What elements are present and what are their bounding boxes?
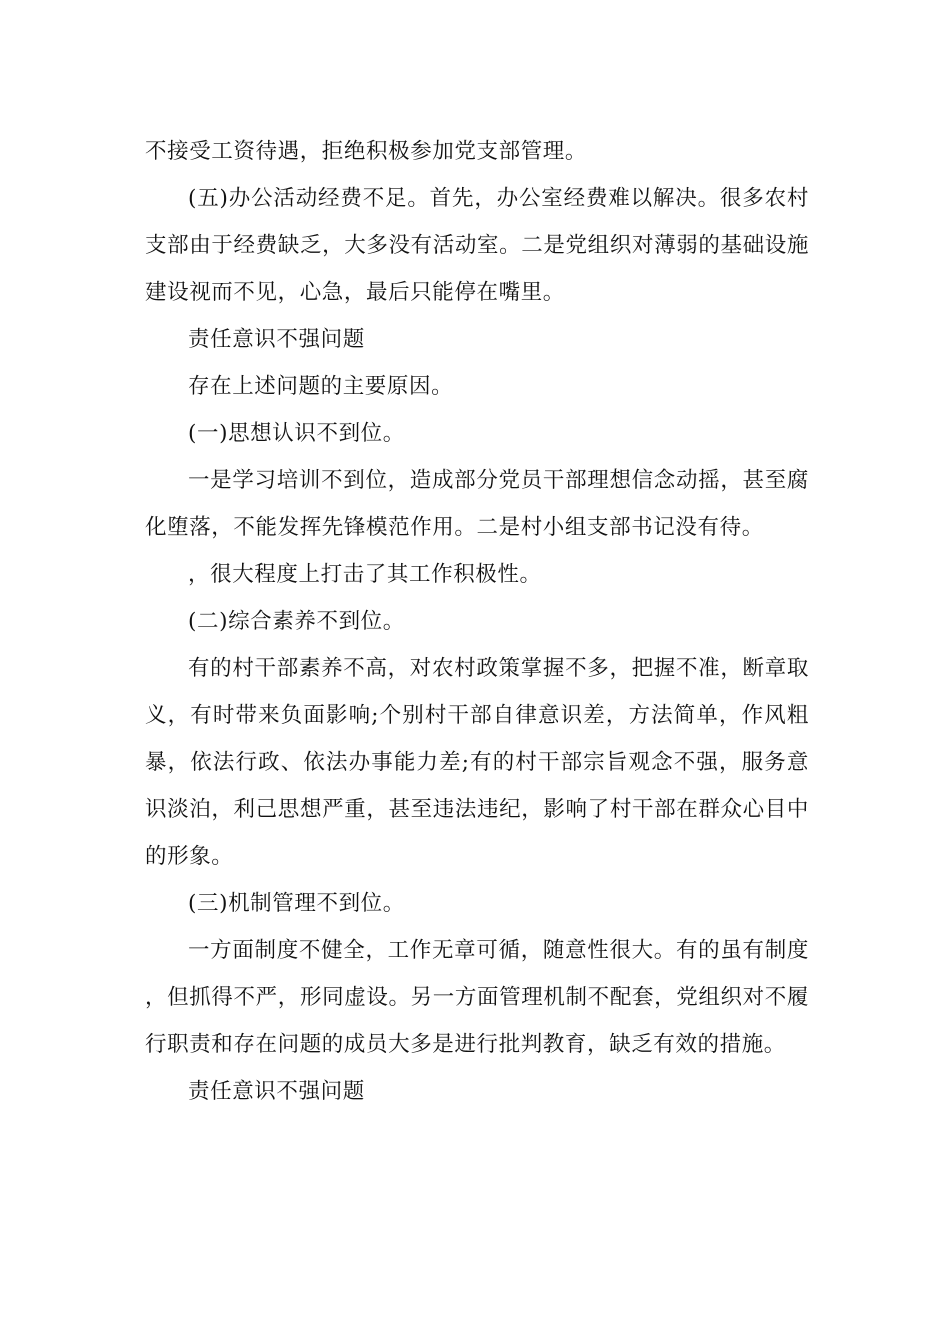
paragraph-enthusiasm: ，很大程度上打击了其工作积极性。: [188, 562, 542, 587]
section-heading-responsibility: 责任意识不强问题: [188, 327, 365, 352]
subheading-comprehensive-quality: (二)综合素养不到位。: [188, 609, 405, 634]
paragraph-systems: 一方面制度不健全，工作无章可循，随意性很大。有的虽有制度，但抓得不严，形同虚设。另一方面管理机制不配套，党组织对不履行职责和存在问题的成员大多是进行批判教育，缺乏有效的措施。: [145, 938, 809, 1057]
section-heading-responsibility-repeat: 责任意识不强问题: [188, 1079, 365, 1104]
paragraph-funding-shortage: (五)办公活动经费不足。首先，办公室经费难以解决。很多农村支部由于经费缺乏，大多没有活动室。二是党组织对薄弱的基础设施建设视而不见，心急，最后只能停在嘴里。: [145, 186, 809, 305]
subheading-mechanism-management: (三)机制管理不到位。: [188, 891, 405, 916]
paragraph-training: 一是学习培训不到位，造成部分党员干部理想信念动摇，甚至腐化堕落，不能发挥先锋模范作用。二是村小组支部书记没有待。: [145, 468, 809, 540]
paragraph-continuation: 不接受工资待遇，拒绝积极参加党支部管理。: [145, 139, 588, 164]
document-body: [145, 128, 809, 1115]
paragraph-cadre-quality: 有的村干部素养不高，对农村政策掌握不多，把握不准，断章取义，有时带来负面影响;个别村干部自律意识差，方法简单，作风粗暴，依法行政、依法办事能力差;有的村干部宗旨观念不强，服务意识淡泊，利己思想严重，甚至违法违纪，影响了村干部在群众心目中的形象。: [145, 656, 809, 869]
paragraph-main-causes: 存在上述问题的主要原因。: [188, 374, 454, 399]
subheading-ideological-awareness: (一)思想认识不到位。: [188, 421, 405, 446]
